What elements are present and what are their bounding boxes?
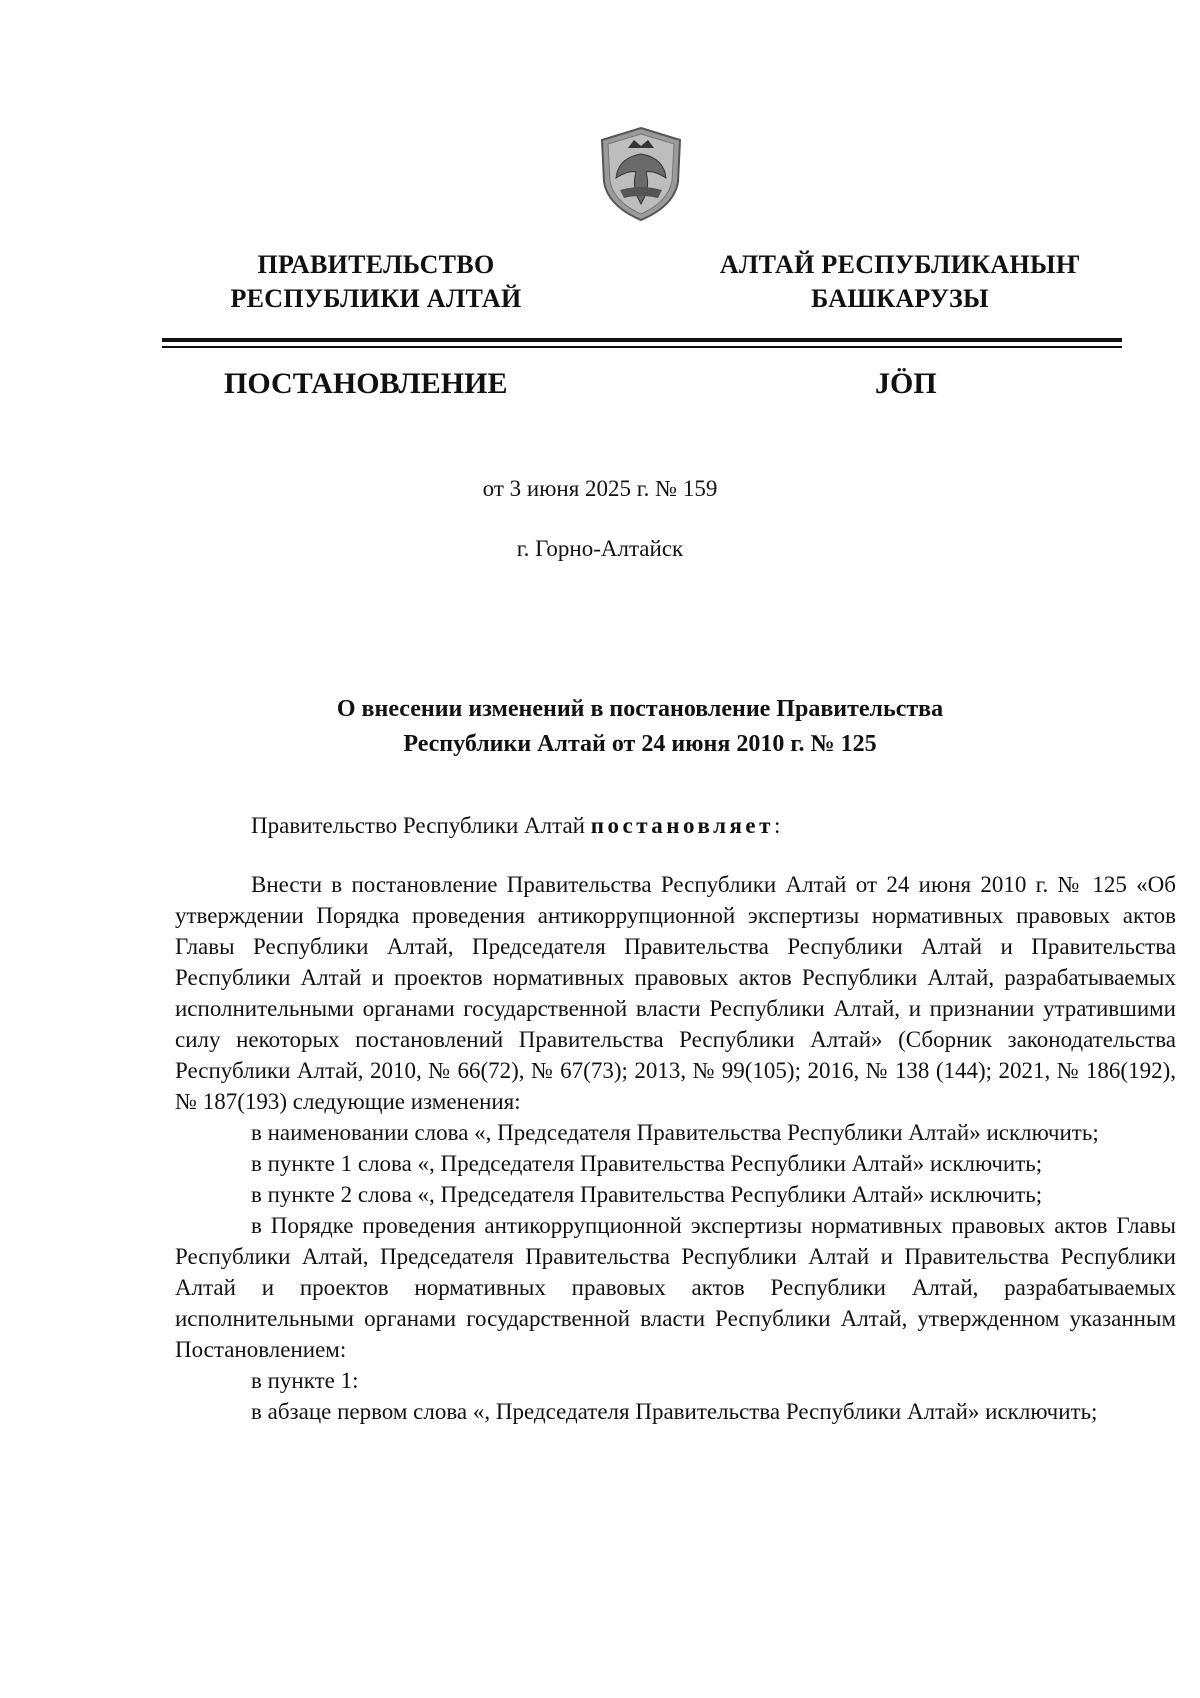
government-name-line2: РЕСПУБЛИКИ АЛТАЙ: [230, 284, 522, 313]
government-name-altai: [700, 248, 1100, 316]
body-paragraph: в пункте 1:: [251, 1368, 359, 1393]
header-divider-thick: [162, 338, 1122, 342]
document-title: [200, 692, 1080, 762]
body-paragraph: в наименовании слова «, Председателя Правительства Республики Алтай» исключить;: [251, 1120, 1099, 1145]
government-name-line1: ПРАВИТЕЛЬСТВО: [257, 250, 495, 279]
intro-verb: постановляет: [590, 813, 774, 838]
body-paragraph: в пункте 2 слова «, Председателя Правительства Республики Алтай» исключить;: [251, 1182, 1043, 1207]
government-name-altai-line2: БАШКАРУЗЫ: [811, 284, 989, 313]
document-date-number: от 3 июня 2025 г. № 159: [482, 476, 718, 501]
document-title-line1: О внесении изменений в постановление Правительства: [336, 696, 944, 722]
body-paragraph: в абзаце первом слова «, Председателя Правительства Республики Алтай» исключить;: [251, 1399, 1098, 1424]
intro-suffix: :: [773, 813, 781, 838]
header-divider-thin: [162, 346, 1122, 348]
coat-of-arms-emblem: [598, 126, 684, 222]
intro-paragraph: [175, 810, 1176, 841]
government-name-altai-line1: АЛТАЙ РЕСПУБЛИКАНЫҤ: [719, 250, 1081, 279]
body-paragraph: Внести в постановление Правительства Республики Алтай от 24 июня 2010 г. № 125 «Об утверждении Порядка проведения антикоррупционной экспертизы нормативных правовых актов Главы Республики Алтай, Председателя Правительства Республики Алтай и Правительства Республики Алтай и проектов нормативных правовых актов Республики Алтай, разрабатываемых исполнительными органами государственной власти Республики Алтай, и признании утратившими силу некоторых постановлений Правительства Республики Алтай» (Сборник законодательства Республики Алтай, 2010, № 66(72), № 67(73); 2013, № 99(105); 2016, № 138 (144); 2021, № 186(192), № 187(193) следующие изменения:: [175, 872, 1176, 1114]
body-paragraph: в пункте 1 слова «, Председателя Правительства Республики Алтай» исключить;: [251, 1151, 1043, 1176]
intro-prefix: Правительство Республики Алтай: [251, 813, 591, 838]
government-name-russian: [196, 248, 556, 316]
document-body: [175, 810, 1176, 1427]
body-paragraph: в Порядке проведения антикоррупционной экспертизы нормативных правовых актов Главы Республики Алтай, Председателя Правительства Республики Алтай и Правительства Республики Алтай и проектов нормативных правовых актов Республики Алтай, разрабатываемых исполнительными органами государственной власти Республики Алтай, утвержденном указанным Постановлением:: [175, 1213, 1176, 1362]
doc-type-altai: JӦП: [875, 367, 937, 400]
document-city: г. Горно-Алтайск: [516, 536, 684, 561]
document-title-line2: Республики Алтай от 24 июня 2010 г. № 125: [403, 731, 877, 757]
doc-type-russian: ПОСТАНОВЛЕНИЕ: [224, 367, 508, 400]
